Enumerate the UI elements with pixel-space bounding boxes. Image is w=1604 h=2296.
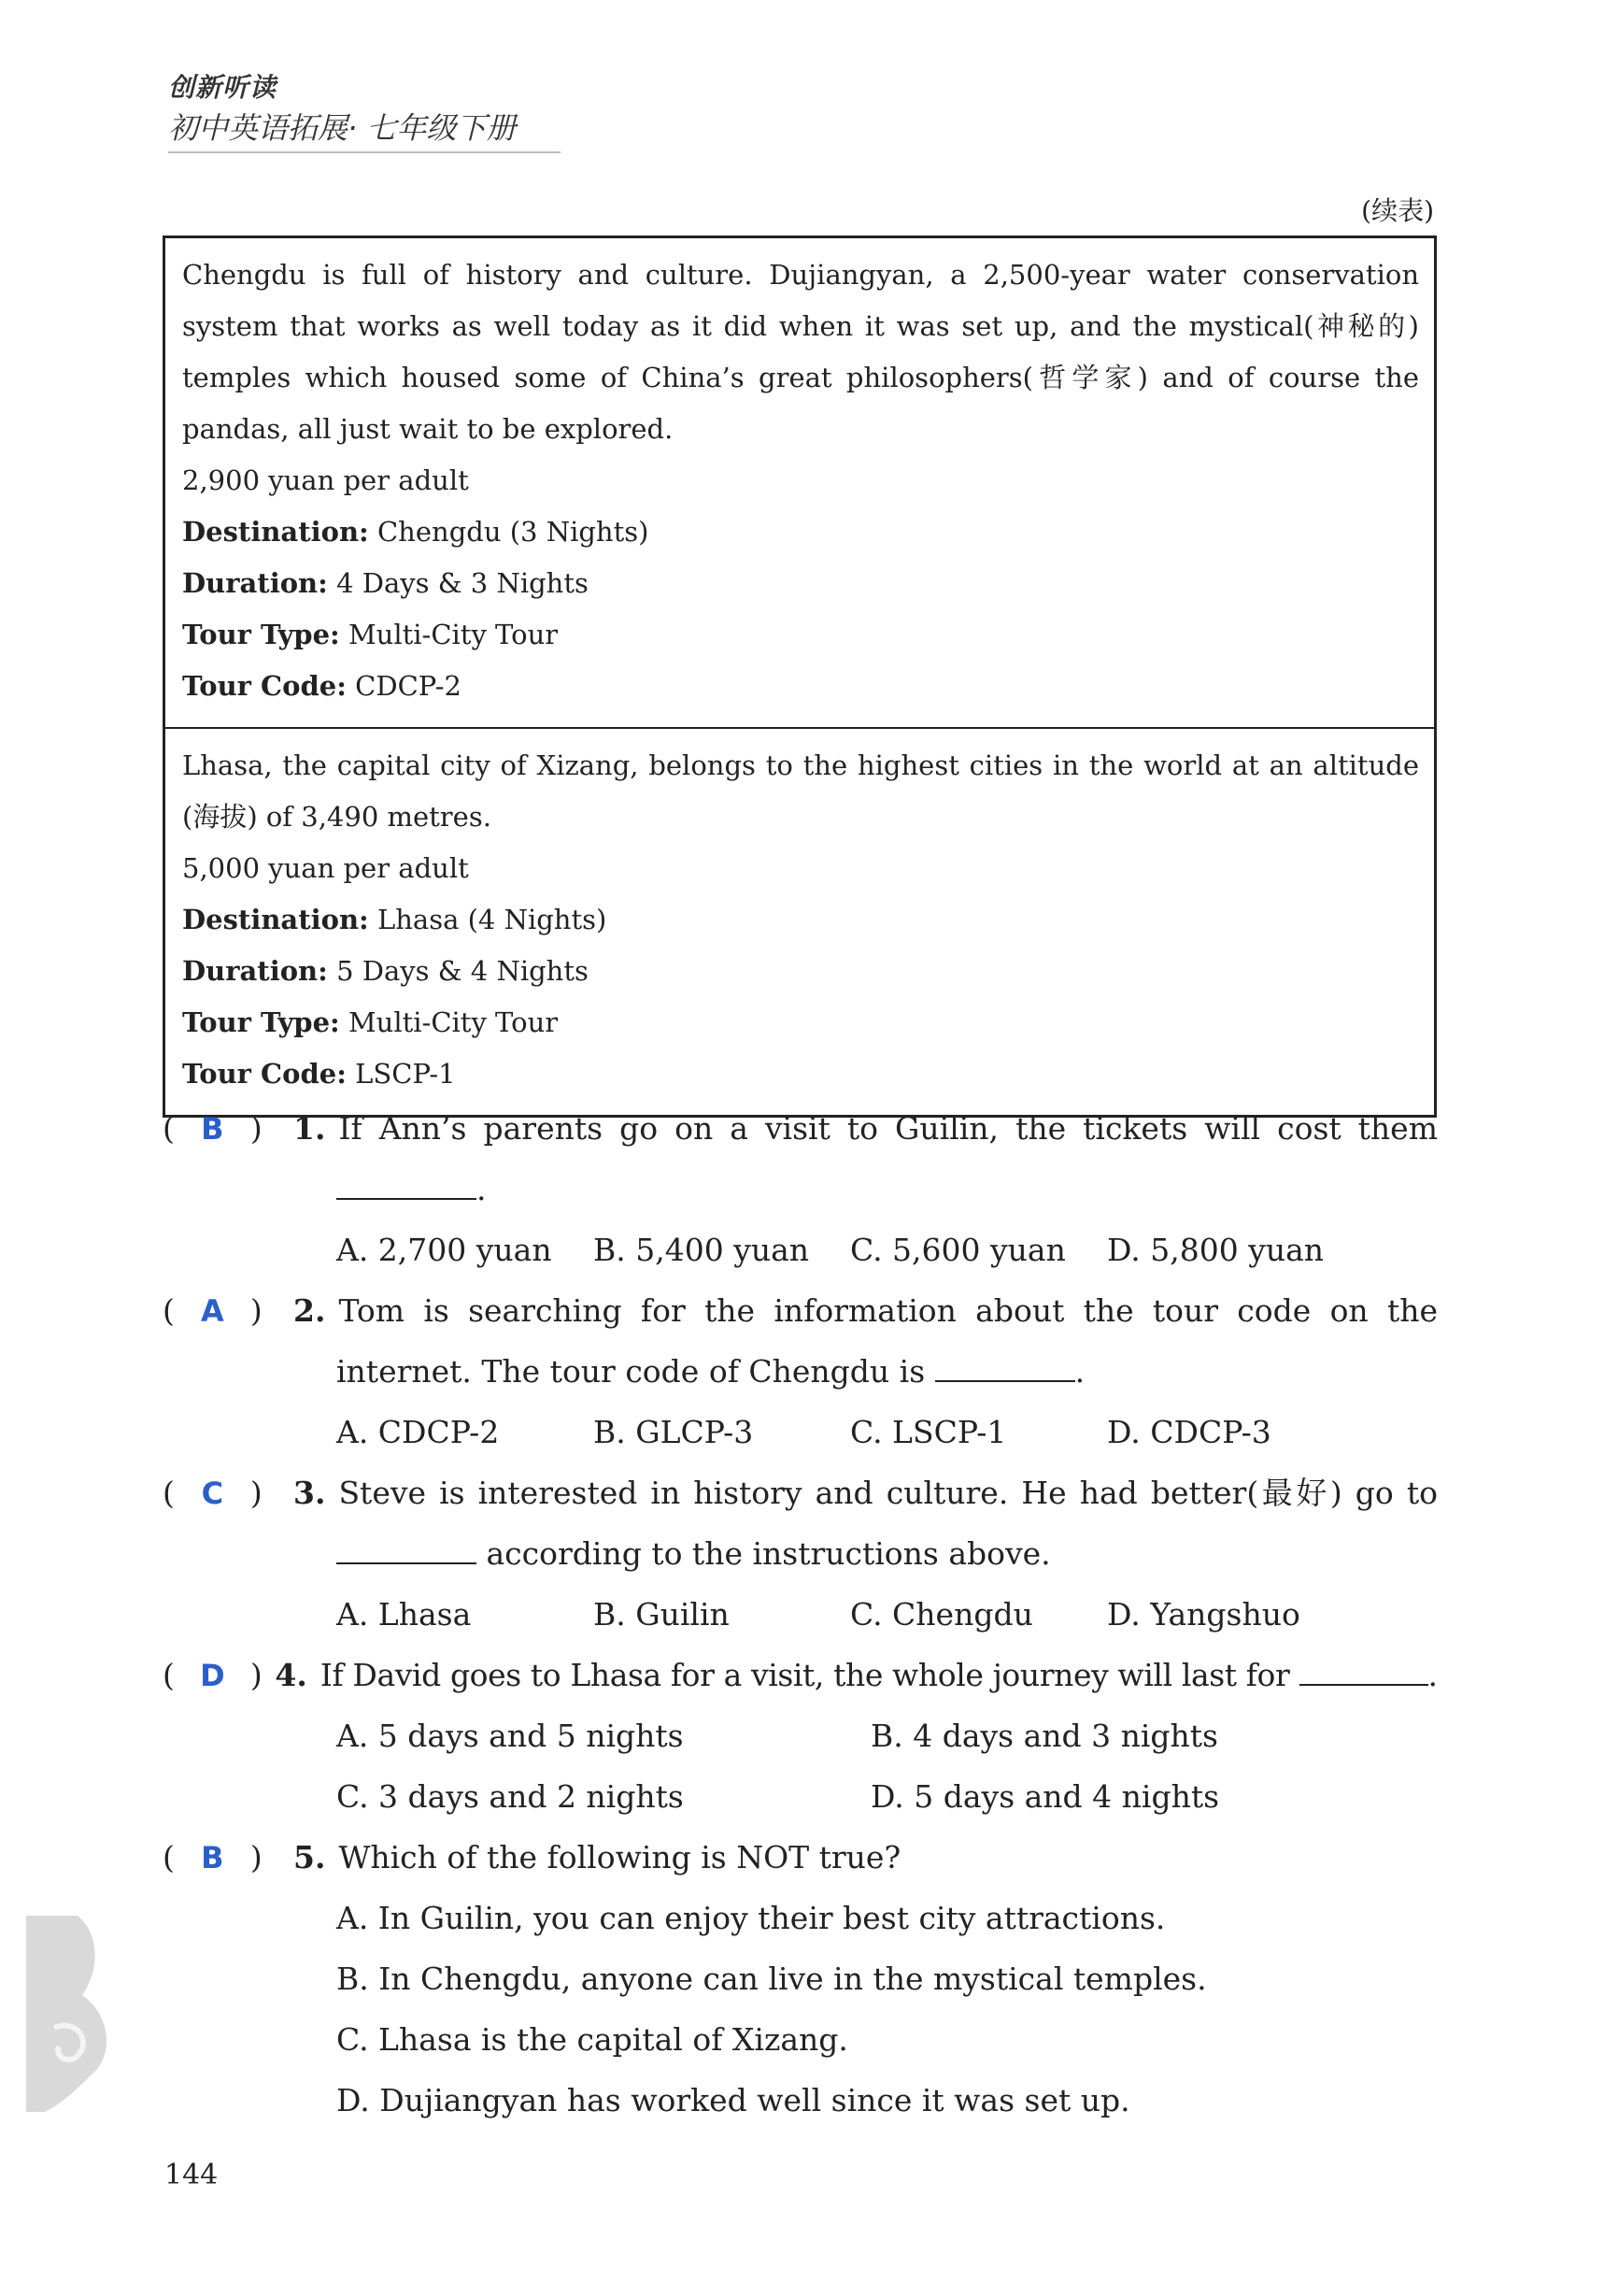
question-3 [163, 1462, 1438, 1645]
option: B. GLCP-3 [593, 1414, 754, 1450]
question-stem: If David goes to Lhasa for a visit, the whole journey will last for [319, 1657, 1290, 1693]
question-2 [163, 1280, 1438, 1462]
question-stem-end: . [476, 1171, 487, 1207]
option: A. 5 days and 5 nights [336, 1718, 684, 1754]
tour-price: 2,900 yuan per adult [182, 464, 469, 496]
tour-price: 5,000 yuan per adult [182, 852, 469, 884]
label: Tour Code: [182, 670, 347, 702]
answer-paren: ( D ) [163, 1645, 275, 1706]
value: 5 Days & 4 Nights [336, 955, 589, 987]
tour-duration [182, 558, 1419, 609]
answer-paren: ( B ) [163, 1827, 293, 1889]
option: D. 5 days and 4 nights [871, 1778, 1220, 1815]
answer-paren: ( A ) [163, 1280, 293, 1342]
option: A. CDCP-2 [336, 1414, 500, 1450]
question-stem: Steve is interested in history and culture. He had better(最好) go to [338, 1475, 1438, 1511]
answer-paren: ( C ) [163, 1462, 293, 1524]
option: A. 2,700 yuan [336, 1232, 552, 1268]
tour-type [182, 609, 1419, 661]
label: Tour Type: [182, 1006, 340, 1038]
answer-mark: B [201, 1840, 224, 1875]
tour-cell-chengdu [165, 238, 1434, 727]
option: B. In Chengdu, anyone can live in the mystical temples. [336, 1961, 1207, 1997]
answer-blank [336, 1538, 476, 1564]
tour-destination [182, 894, 1419, 946]
value: Multi-City Tour [348, 619, 559, 650]
book-title: 初中英语拓展· 七年级下册 [168, 105, 561, 153]
question-number: 3. [293, 1475, 326, 1511]
tour-duration [182, 946, 1419, 997]
question-number: 5. [293, 1839, 326, 1875]
page-header [168, 67, 561, 153]
answer-blank [1299, 1660, 1428, 1686]
answer-mark: B [201, 1111, 224, 1147]
option: C. 5,600 yuan [850, 1232, 1066, 1268]
answer-paren: ( B ) [163, 1098, 293, 1160]
series-title: 创新听读 [168, 72, 277, 103]
value: CDCP-2 [355, 670, 461, 702]
question-number: 1. [293, 1110, 326, 1147]
answer-mark: A [200, 1293, 224, 1329]
label: Duration: [182, 567, 328, 599]
option: C. Lhasa is the capital of Xizang. [336, 2021, 848, 2058]
label: Destination: [182, 904, 369, 935]
option: D. Dujiangyan has worked well since it was set up. [336, 2082, 1130, 2118]
label: Tour Type: [182, 619, 340, 650]
value: Chengdu (3 Nights) [376, 516, 649, 548]
option: C. Chengdu [850, 1596, 1033, 1633]
option: A. Lhasa [336, 1596, 472, 1633]
tour-desc-line: pandas, all just wait to be explored. [182, 413, 674, 445]
tour-desc-line: Lhasa, the capital city of Xizang, belongs to the highest cities in the world at an altitude [182, 749, 1419, 781]
option: B. Guilin [593, 1596, 730, 1633]
question-5 [163, 1827, 1438, 2131]
question-4: ( D ) 4. If David goes to Lhasa for a visit, the whole journey will last for . A. 5 days and 5 nights B. 4 days and 3 nights C. 3 days and 2 nights D. 5 days and 4 nights [163, 1645, 1438, 1827]
tour-destination [182, 506, 1419, 558]
option: D. 5,800 yuan [1107, 1232, 1325, 1268]
answer-blank [935, 1356, 1075, 1382]
tour-code [182, 661, 1419, 712]
label: Destination: [182, 516, 369, 548]
tour-type [182, 997, 1419, 1048]
question-number: 4. [275, 1657, 307, 1693]
page-corner-ornament [26, 1916, 110, 2112]
continued-label: (续表) [1361, 195, 1434, 226]
tour-desc-line: system that works as well today as it did when it was set up, and the mystical(神秘的) [182, 310, 1419, 342]
option: C. 3 days and 2 nights [336, 1778, 684, 1815]
tour-desc-line: temples which housed some of China’s great philosophers(哲学家) and of course the [182, 362, 1419, 393]
tour-table [163, 235, 1437, 1118]
tour-code [182, 1048, 1419, 1100]
question-stem: If Ann’s parents go on a visit to Guilin, the tickets will cost them [338, 1110, 1438, 1147]
tour-desc-line: (海拔) of 3,490 metres. [182, 801, 491, 833]
tour-desc-line: Chengdu is full of history and culture. Dujiangyan, a 2,500-year water conservation [182, 259, 1419, 291]
label: Tour Code: [182, 1058, 347, 1090]
question-number: 2. [293, 1292, 326, 1329]
value: Multi-City Tour [348, 1006, 559, 1038]
question-stem: Which of the following is NOT true? [338, 1839, 901, 1875]
tour-cell-lhasa [165, 727, 1434, 1115]
questions [163, 1098, 1438, 2131]
option: B. 5,400 yuan [593, 1232, 810, 1268]
answer-blank [336, 1174, 476, 1200]
option: D. CDCP-3 [1107, 1414, 1271, 1450]
question-stem-end: . [1074, 1353, 1086, 1390]
value: LSCP-1 [355, 1058, 456, 1090]
page-number: 144 [164, 2159, 219, 2191]
answer-mark: C [201, 1476, 224, 1511]
question-1 [163, 1098, 1438, 1280]
value: Lhasa (4 Nights) [376, 904, 607, 935]
option: B. 4 days and 3 nights [871, 1718, 1218, 1754]
value: 4 Days & 3 Nights [336, 567, 589, 599]
question-stem: Tom is searching for the information about the tour code on the [338, 1292, 1438, 1329]
label: Duration: [182, 955, 328, 987]
option: D. Yangshuo [1107, 1596, 1300, 1633]
option: C. LSCP-1 [850, 1414, 1007, 1450]
question-stem-end: according to the instructions above. [476, 1535, 1051, 1572]
option: A. In Guilin, you can enjoy their best city attractions. [336, 1900, 1166, 1936]
question-stem-cont: internet. The tour code of Chengdu is [336, 1353, 926, 1390]
answer-mark: D [200, 1658, 225, 1693]
